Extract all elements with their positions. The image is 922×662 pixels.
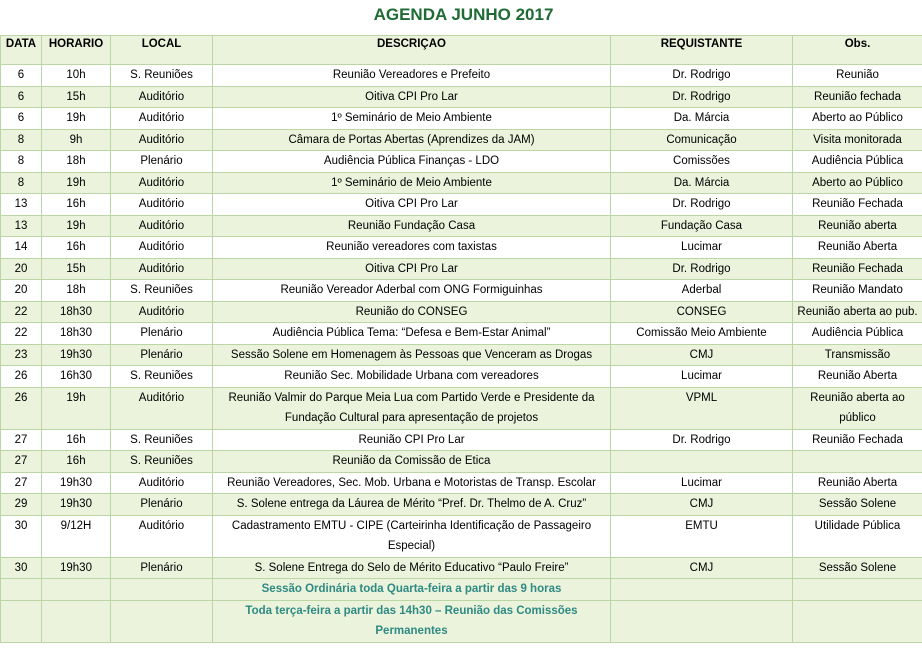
cell-obs: Reunião fechada <box>793 86 922 108</box>
table-row <box>1 494 922 516</box>
cell-local: S. Reuniões <box>111 429 213 451</box>
cell-horario: 18h30 <box>42 323 111 345</box>
header-descricao: DESCRIÇAO <box>213 36 611 65</box>
cell-horario: 16h <box>42 451 111 473</box>
cell-descricao: Câmara de Portas Abertas (Aprendizes da JAM) <box>213 129 611 151</box>
cell-requisitante: CMJ <box>611 494 793 516</box>
cell-local: Auditório <box>111 108 213 130</box>
cell-local: S. Reuniões <box>111 280 213 302</box>
table-row <box>1 557 922 579</box>
cell-local: Plenário <box>111 494 213 516</box>
note-text: Sessão Ordinária toda Quarta-feira a partir das 9 horas <box>213 579 611 601</box>
cell-obs: Audiência Pública <box>793 151 922 173</box>
table-row <box>1 172 922 194</box>
table-row <box>1 301 922 323</box>
table-row <box>1 86 922 108</box>
table-row <box>1 237 922 259</box>
cell-horario: 19h30 <box>42 472 111 494</box>
cell-requisitante: VPML <box>611 387 793 429</box>
cell-local: Auditório <box>111 301 213 323</box>
note-row <box>1 579 922 601</box>
table-row <box>1 515 922 557</box>
cell-obs: Utilidade Pública <box>793 515 922 557</box>
header-local: LOCAL <box>111 36 213 65</box>
table-row <box>1 387 922 429</box>
cell-data: 26 <box>1 366 42 388</box>
cell-horario: 19h <box>42 387 111 429</box>
cell-requisitante: Dr. Rodrigo <box>611 258 793 280</box>
cell-horario: 15h <box>42 86 111 108</box>
cell-obs: Reunião aberta ao público <box>793 387 922 429</box>
cell-data: 8 <box>1 172 42 194</box>
table-row <box>1 258 922 280</box>
cell-requisitante: Dr. Rodrigo <box>611 86 793 108</box>
cell-data: 27 <box>1 451 42 473</box>
cell-obs: Transmissão <box>793 344 922 366</box>
cell-obs: Audiência Pública <box>793 323 922 345</box>
cell-requisitante: EMTU <box>611 515 793 557</box>
note-text: Toda terça-feira a partir das 14h30 – Reunião das Comissões Permanentes <box>213 600 611 642</box>
cell-horario: 16h <box>42 237 111 259</box>
cell-obs <box>793 451 922 473</box>
cell-requisitante: Comissão Meio Ambiente <box>611 323 793 345</box>
cell-requisitante: Aderbal <box>611 280 793 302</box>
table-row <box>1 451 922 473</box>
cell-data: 22 <box>1 301 42 323</box>
note-empty-cell <box>611 600 793 642</box>
header-requisitante: REQUISTANTE <box>611 36 793 65</box>
cell-requisitante: Dr. Rodrigo <box>611 429 793 451</box>
cell-local: Auditório <box>111 258 213 280</box>
cell-horario: 18h <box>42 151 111 173</box>
cell-descricao: Reunião do CONSEG <box>213 301 611 323</box>
cell-obs: Reunião aberta <box>793 215 922 237</box>
cell-local: Auditório <box>111 472 213 494</box>
cell-data: 20 <box>1 280 42 302</box>
cell-horario: 19h <box>42 108 111 130</box>
cell-requisitante: CONSEG <box>611 301 793 323</box>
cell-local: Plenário <box>111 557 213 579</box>
note-empty-cell <box>111 600 213 642</box>
cell-data: 23 <box>1 344 42 366</box>
cell-horario: 16h <box>42 429 111 451</box>
cell-descricao: Oitiva CPI Pro Lar <box>213 86 611 108</box>
cell-local: Auditório <box>111 86 213 108</box>
cell-requisitante: Fundação Casa <box>611 215 793 237</box>
cell-obs: Reunião Fechada <box>793 429 922 451</box>
cell-descricao: Reunião vereadores com taxistas <box>213 237 611 259</box>
table-row <box>1 151 922 173</box>
cell-local: Auditório <box>111 387 213 429</box>
cell-data: 30 <box>1 515 42 557</box>
header-data: DATA <box>1 36 42 65</box>
cell-local: Plenário <box>111 344 213 366</box>
cell-descricao: Oitiva CPI Pro Lar <box>213 194 611 216</box>
agenda-table <box>0 35 922 643</box>
cell-requisitante: Lucimar <box>611 366 793 388</box>
cell-data: 6 <box>1 65 42 87</box>
header-row <box>1 36 922 65</box>
cell-local: S. Reuniões <box>111 65 213 87</box>
cell-descricao: S. Solene Entrega do Selo de Mérito Educativo “Paulo Freire” <box>213 557 611 579</box>
cell-local: S. Reuniões <box>111 366 213 388</box>
cell-data: 14 <box>1 237 42 259</box>
cell-requisitante: CMJ <box>611 557 793 579</box>
cell-obs: Reunião <box>793 65 922 87</box>
note-empty-cell <box>793 579 922 601</box>
cell-requisitante: Lucimar <box>611 472 793 494</box>
cell-requisitante: Comunicação <box>611 129 793 151</box>
cell-data: 6 <box>1 108 42 130</box>
cell-horario: 10h <box>42 65 111 87</box>
cell-obs: Reunião Fechada <box>793 258 922 280</box>
cell-obs: Reunião Aberta <box>793 472 922 494</box>
cell-horario: 19h30 <box>42 557 111 579</box>
note-row <box>1 600 922 642</box>
table-row <box>1 344 922 366</box>
cell-data: 6 <box>1 86 42 108</box>
cell-local: Auditório <box>111 215 213 237</box>
cell-requisitante <box>611 451 793 473</box>
page-title: AGENDA JUNHO 2017 <box>373 5 554 24</box>
table-row <box>1 472 922 494</box>
cell-horario: 19h <box>42 172 111 194</box>
cell-data: 22 <box>1 323 42 345</box>
cell-data: 13 <box>1 194 42 216</box>
cell-descricao: Reunião Fundação Casa <box>213 215 611 237</box>
note-empty-cell <box>611 579 793 601</box>
cell-data: 29 <box>1 494 42 516</box>
cell-data: 8 <box>1 151 42 173</box>
cell-obs: Visita monitorada <box>793 129 922 151</box>
cell-requisitante: Dr. Rodrigo <box>611 194 793 216</box>
cell-descricao: Reunião Vereador Aderbal com ONG Formiguinhas <box>213 280 611 302</box>
cell-descricao: 1º Seminário de Meio Ambiente <box>213 108 611 130</box>
note-empty-cell <box>1 579 42 601</box>
cell-horario: 19h30 <box>42 344 111 366</box>
cell-local: Auditório <box>111 515 213 557</box>
cell-data: 30 <box>1 557 42 579</box>
cell-requisitante: Comissões <box>611 151 793 173</box>
cell-horario: 19h <box>42 215 111 237</box>
cell-obs: Sessão Solene <box>793 557 922 579</box>
cell-descricao: S. Solene entrega da Láurea de Mérito “Pref. Dr. Thelmo de A. Cruz” <box>213 494 611 516</box>
agenda-body <box>1 65 922 643</box>
cell-data: 13 <box>1 215 42 237</box>
table-row <box>1 366 922 388</box>
note-empty-cell <box>42 600 111 642</box>
note-empty-cell <box>42 579 111 601</box>
cell-obs: Reunião aberta ao pub. <box>793 301 922 323</box>
table-row <box>1 215 922 237</box>
cell-horario: 15h <box>42 258 111 280</box>
cell-local: Plenário <box>111 323 213 345</box>
cell-local: Auditório <box>111 129 213 151</box>
cell-obs: Aberto ao Público <box>793 108 922 130</box>
header-horario: HORARIO <box>42 36 111 65</box>
note-empty-cell <box>111 579 213 601</box>
cell-horario: 9h <box>42 129 111 151</box>
cell-data: 27 <box>1 429 42 451</box>
cell-data: 20 <box>1 258 42 280</box>
cell-horario: 19h30 <box>42 494 111 516</box>
cell-data: 8 <box>1 129 42 151</box>
cell-requisitante: CMJ <box>611 344 793 366</box>
table-row <box>1 194 922 216</box>
table-row <box>1 65 922 87</box>
cell-horario: 18h <box>42 280 111 302</box>
cell-obs: Aberto ao Público <box>793 172 922 194</box>
cell-descricao: 1º Seminário de Meio Ambiente <box>213 172 611 194</box>
cell-descricao: Audiência Pública Finanças - LDO <box>213 151 611 173</box>
cell-obs: Reunião Mandato <box>793 280 922 302</box>
table-row <box>1 429 922 451</box>
cell-local: Auditório <box>111 172 213 194</box>
cell-descricao: Reunião CPI Pro Lar <box>213 429 611 451</box>
table-row <box>1 129 922 151</box>
cell-descricao: Reunião Vereadores e Prefeito <box>213 65 611 87</box>
cell-obs: Reunião Fechada <box>793 194 922 216</box>
note-empty-cell <box>793 600 922 642</box>
cell-horario: 18h30 <box>42 301 111 323</box>
cell-data: 26 <box>1 387 42 429</box>
table-row <box>1 323 922 345</box>
cell-local: Plenário <box>111 151 213 173</box>
cell-obs: Reunião Aberta <box>793 366 922 388</box>
cell-descricao: Reunião Vereadores, Sec. Mob. Urbana e Motoristas de Transp. Escolar <box>213 472 611 494</box>
table-row <box>1 280 922 302</box>
cell-descricao: Reunião Sec. Mobilidade Urbana com vereadores <box>213 366 611 388</box>
cell-descricao: Reunião Valmir do Parque Meia Lua com Partido Verde e Presidente da Fundação Cultural para apresentação de projetos <box>213 387 611 429</box>
cell-descricao: Audiência Pública Tema: “Defesa e Bem-Estar Animal” <box>213 323 611 345</box>
cell-requisitante: Dr. Rodrigo <box>611 65 793 87</box>
cell-requisitante: Da. Márcia <box>611 108 793 130</box>
cell-descricao: Sessão Solene em Homenagem às Pessoas que Venceram as Drogas <box>213 344 611 366</box>
cell-horario: 16h <box>42 194 111 216</box>
cell-descricao: Reunião da Comissão de Etica <box>213 451 611 473</box>
cell-requisitante: Lucimar <box>611 237 793 259</box>
note-empty-cell <box>1 600 42 642</box>
cell-obs: Reunião Aberta <box>793 237 922 259</box>
cell-local: Auditório <box>111 194 213 216</box>
cell-local: Auditório <box>111 237 213 259</box>
cell-descricao: Oitiva CPI Pro Lar <box>213 258 611 280</box>
cell-requisitante: Da. Márcia <box>611 172 793 194</box>
cell-obs: Sessão Solene <box>793 494 922 516</box>
cell-data: 27 <box>1 472 42 494</box>
header-obs: Obs. <box>793 36 922 65</box>
cell-horario: 16h30 <box>42 366 111 388</box>
table-row <box>1 108 922 130</box>
cell-descricao: Cadastramento EMTU - CIPE (Carteirinha Identificação de Passageiro Especial) <box>213 515 611 557</box>
cell-horario: 9/12H <box>42 515 111 557</box>
cell-local: S. Reuniões <box>111 451 213 473</box>
